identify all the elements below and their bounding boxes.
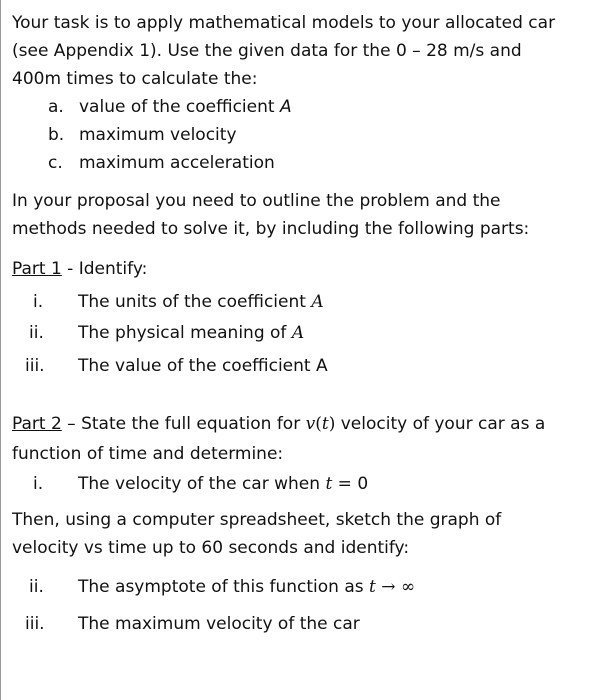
part2-line-2: function of time and determine:: [12, 444, 284, 464]
part2-marker-iii: iii.: [25, 614, 45, 634]
task-item-a-text: value of the coefficient: [79, 97, 280, 117]
part2-marker-i: i.: [33, 474, 44, 494]
part1-marker-ii: ii.: [29, 323, 44, 343]
part1-item-ii-text: The physical meaning of: [78, 323, 292, 343]
proposal-line-2: methods needed to solve it, by including the following parts:: [12, 219, 530, 239]
part2-item-iii: The maximum velocity of the car: [78, 614, 360, 634]
part2-func-open: (: [315, 414, 322, 434]
part2-item-ii-var: t: [369, 577, 376, 597]
part2-heading: [12, 411, 545, 438]
part1-item-ii-var: A: [291, 323, 305, 343]
task-marker-a: a.: [48, 97, 64, 117]
task-marker-b: b.: [48, 125, 65, 145]
part1-rest: - Identify:: [61, 259, 148, 279]
part2-rest-suffix: velocity of your car as a: [335, 414, 546, 434]
part1-item-i-var: A: [311, 292, 324, 312]
part2-func-v: v: [305, 414, 316, 434]
part2-item-ii-text: The asymptote of this function as: [78, 577, 370, 597]
task-item-a: [79, 94, 292, 121]
part1-label: Part 1: [12, 259, 62, 279]
part2-item-i-var: t: [325, 474, 333, 494]
part2-item-i-suffix: = 0: [332, 474, 369, 494]
intro-line-1: Your task is to apply mathematical models to your allocated car: [12, 13, 556, 33]
part2-then-line-2: velocity vs time up to 60 seconds and identify:: [12, 538, 410, 558]
intro-line-3: 400m times to calculate the:: [12, 69, 258, 89]
task-item-c: maximum acceleration: [79, 153, 275, 173]
part2-rest-prefix: – State the full equation for: [61, 414, 306, 434]
part1-item-i: [78, 289, 324, 316]
task-marker-c: c.: [48, 153, 63, 173]
part2-label: Part 2: [12, 414, 62, 434]
part2-func-close: ): [328, 414, 336, 434]
part1-item-ii: [78, 320, 304, 347]
part1-item-iii: The value of the coefficient A: [78, 356, 328, 376]
part1-marker-iii: iii.: [25, 356, 45, 376]
proposal-line-1: In your proposal you need to outline the problem and the: [12, 191, 501, 211]
part2-marker-ii: ii.: [29, 577, 44, 597]
intro-line-2: (see Appendix 1). Use the given data for the 0 – 28 m/s and: [12, 41, 522, 61]
part2-item-ii-arrow: → ∞: [375, 577, 416, 597]
task-item-a-var: A: [279, 97, 292, 117]
part2-func-t: t: [321, 414, 329, 434]
part2-then-line-1: Then, using a computer spreadsheet, sketch the graph of: [12, 510, 502, 530]
part1-heading: [12, 256, 147, 283]
part2-item-i: [78, 471, 368, 498]
part1-item-i-text: The units of the coefficient: [78, 292, 312, 312]
part2-item-i-text: The velocity of the car when: [78, 474, 326, 494]
part1-marker-i: i.: [33, 292, 44, 312]
part2-item-ii: [78, 574, 415, 601]
task-item-b: maximum velocity: [79, 125, 237, 145]
